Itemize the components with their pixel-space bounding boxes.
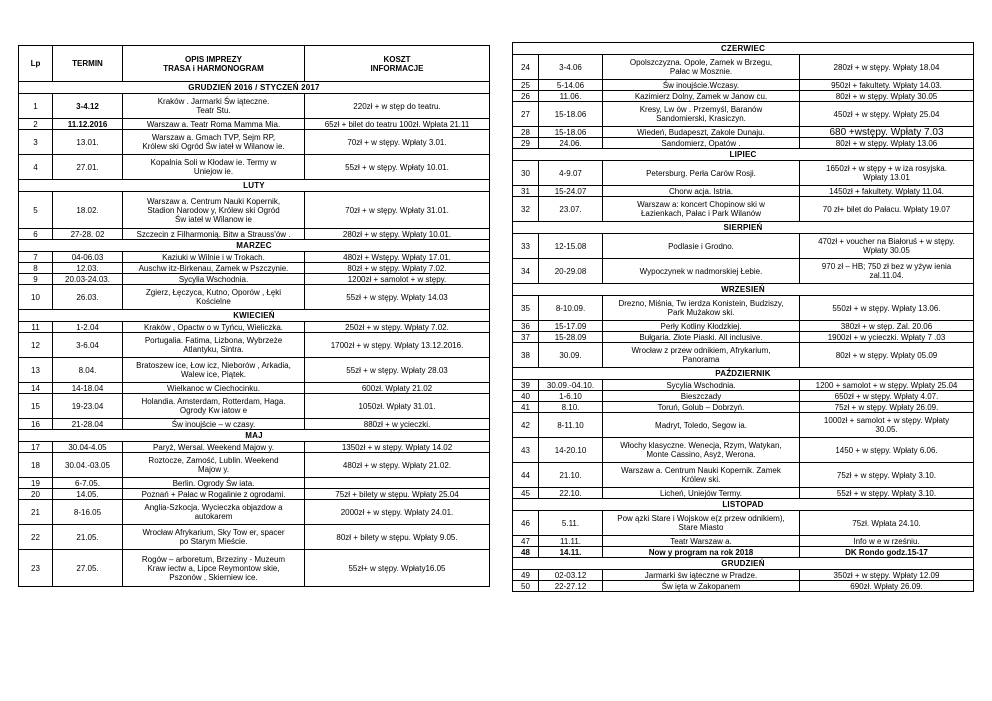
cell-opis: Paryż, Wersal. Weekend Majow y. xyxy=(123,442,305,453)
cell-termin: 13.01. xyxy=(53,130,123,155)
cell-koszt: 690zł. Wpłaty 26.09. xyxy=(800,581,974,592)
cell-termin: 15-17.09 xyxy=(539,321,603,332)
cell-termin: 15-18.06 xyxy=(539,102,603,127)
section-title: LUTY xyxy=(19,180,490,192)
cell-koszt: 470zł + voucher na Białoruś + w stępy. Wpłaty 30.05 xyxy=(800,234,974,259)
cell-termin: 04-06.03 xyxy=(53,252,123,263)
cell-opis: Kresy, Lw ów . Przemyśl, Baranów Sandomierski, Krasiczyn. xyxy=(603,102,800,127)
cell-opis: Poznań + Pałac w Rogalinie z ogrodami. xyxy=(123,489,305,500)
cell-lp: 30 xyxy=(513,161,539,186)
table-row xyxy=(513,438,974,463)
cell-lp: 18 xyxy=(19,453,53,478)
section-title: LIPIEC xyxy=(513,149,974,161)
section-header xyxy=(19,82,490,94)
cell-opis: Teatr Warszaw a. xyxy=(603,536,800,547)
cell-koszt: 55zł + w stępy. Wpłaty 3.10. xyxy=(800,488,974,499)
cell-koszt: 55zł + w stępy. Wpłaty 14.03 xyxy=(305,285,490,310)
cell-termin: 27.01. xyxy=(53,155,123,180)
cell-lp: 28 xyxy=(513,127,539,138)
cell-opis: Opolszczyzna. Opole, Zamek w Brzegu, Pałac w Mosznie. xyxy=(603,55,800,80)
cell-opis: Kopalnia Soli w Kłodaw ie. Termy w Uniejow ie. xyxy=(123,155,305,180)
table-row xyxy=(19,119,490,130)
cell-lp: 21 xyxy=(19,500,53,525)
table-row xyxy=(19,252,490,263)
table-row xyxy=(513,547,974,558)
cell-termin: 3-6.04 xyxy=(53,333,123,358)
table-row xyxy=(19,358,490,383)
cell-koszt: 80zł + bilety w stępu. Wpłaty 9.05. xyxy=(305,525,490,550)
cell-lp: 23 xyxy=(19,550,53,587)
cell-opis: Auschw itz-Birkenau, Zamek w Pszczynie. xyxy=(123,263,305,274)
cell-koszt: 480zł + Wstępy. Wpłaty 17.01. xyxy=(305,252,490,263)
cell-opis: Warszaw a. Gmach TVP, Sejm RP, Królew ski Ogród Św iateł w Wilanow ie. xyxy=(123,130,305,155)
cell-koszt: 970 zł – HB; 750 zł bez w yżyw ienia zal.11.04. xyxy=(800,259,974,284)
cell-koszt: 950zł + fakultety. Wpłaty 14.03. xyxy=(800,80,974,91)
cell-termin: 21.10. xyxy=(539,463,603,488)
table-row xyxy=(19,383,490,394)
cell-opis: Jarmarki św iąteczne w Pradze. xyxy=(603,570,800,581)
cell-koszt: 80zł + w stępy. Wpłaty 7.02. xyxy=(305,263,490,274)
section-header xyxy=(513,222,974,234)
table-row xyxy=(513,391,974,402)
cell-lp: 45 xyxy=(513,488,539,499)
table-row xyxy=(19,550,490,587)
cell-termin: 02-03.12 xyxy=(539,570,603,581)
table-row xyxy=(513,332,974,343)
cell-koszt: Info w e w rześniu. xyxy=(800,536,974,547)
cell-koszt: 480zł + w stępy. Wpłaty 21.02. xyxy=(305,453,490,478)
cell-lp: 15 xyxy=(19,394,53,419)
cell-termin: 20-29.08 xyxy=(539,259,603,284)
table-row xyxy=(19,130,490,155)
cell-lp: 6 xyxy=(19,229,53,240)
cell-lp: 33 xyxy=(513,234,539,259)
cell-opis: Warszaw a. Teatr Roma Mamma Mia. xyxy=(123,119,305,130)
cell-termin: 15-18.06 xyxy=(539,127,603,138)
section-title: LISTOPAD xyxy=(513,499,974,511)
cell-termin: 21.05. xyxy=(53,525,123,550)
table-row xyxy=(513,197,974,222)
table-row xyxy=(513,402,974,413)
cell-termin: 14.11. xyxy=(539,547,603,558)
cell-opis: Kraków . Jarmarki Św iąteczne. Teatr Stu. xyxy=(123,94,305,119)
cell-opis: Sandomierz, Opatów . xyxy=(603,138,800,149)
cell-opis: Wielkanoc w Ciechocinku. xyxy=(123,383,305,394)
table-row xyxy=(513,536,974,547)
table-row xyxy=(19,333,490,358)
cell-opis: Drezno, Miśnia, Tw ierdza Konistein, Budziszy, Park Mużakow ski. xyxy=(603,296,800,321)
cell-koszt: 75zł + w stępy. Wpłaty 3.10. xyxy=(800,463,974,488)
cell-termin: 11.12.2016 xyxy=(53,119,123,130)
table-row xyxy=(513,55,974,80)
table-row xyxy=(513,161,974,186)
cell-termin: 8-16.05 xyxy=(53,500,123,525)
cell-termin: 14-18.04 xyxy=(53,383,123,394)
section-header xyxy=(19,430,490,442)
cell-koszt: 280zł + w stępy. Wpłaty 10.01. xyxy=(305,229,490,240)
cell-termin: 11.06. xyxy=(539,91,603,102)
cell-koszt: 75zł + w stępy. Wpłaty 26.09. xyxy=(800,402,974,413)
table-row xyxy=(513,413,974,438)
cell-termin: 30.04.-03.05 xyxy=(53,453,123,478)
table-row xyxy=(513,488,974,499)
section-title: GRUDZIEŃ 2016 / STYCZEŃ 2017 xyxy=(19,82,490,94)
table-row xyxy=(513,127,974,138)
cell-koszt: 55zł + w stępy. Wpłaty 28.03 xyxy=(305,358,490,383)
table-row xyxy=(513,234,974,259)
cell-termin: 24.06. xyxy=(539,138,603,149)
cell-termin: 26.03. xyxy=(53,285,123,310)
section-header xyxy=(19,240,490,252)
table-row xyxy=(19,442,490,453)
section-title: KWIECIEŃ xyxy=(19,310,490,322)
cell-termin: 12.03. xyxy=(53,263,123,274)
cell-termin: 1-2.04 xyxy=(53,322,123,333)
cell-koszt: 75zł. Wpłata 24.10. xyxy=(800,511,974,536)
cell-koszt xyxy=(305,478,490,489)
table-row xyxy=(513,463,974,488)
cell-koszt: 70zł + w stępy. Wpłaty 3.01. xyxy=(305,130,490,155)
cell-lp: 43 xyxy=(513,438,539,463)
table-row xyxy=(19,274,490,285)
cell-koszt: 2000zł + w stępy. Wpłaty 24.01. xyxy=(305,500,490,525)
cell-opis: Rogów – arboretum, Brzeziny - Muzeum Kraw iectw a, Lipce Reymontow skie, Pszonów , Skierniew ice. xyxy=(123,550,305,587)
cell-koszt: 600zł. Wpłaty 21.02 xyxy=(305,383,490,394)
cell-termin: 8-11.10 xyxy=(539,413,603,438)
cell-koszt: 380zł + w stęp. Zal. 20.06 xyxy=(800,321,974,332)
table-row xyxy=(513,343,974,368)
cell-koszt: 75zł + bilety w stępu. Wpłaty 25.04 xyxy=(305,489,490,500)
cell-lp: 25 xyxy=(513,80,539,91)
section-header xyxy=(513,558,974,570)
cell-koszt: 55zł + w stępy. Wpłaty 10.01. xyxy=(305,155,490,180)
cell-koszt: 1200zł + samolot + w stępy. xyxy=(305,274,490,285)
cell-lp: 27 xyxy=(513,102,539,127)
cell-koszt: 1650zł + w stępy + w iza rosyjska. Wpłaty 13.01 xyxy=(800,161,974,186)
cell-opis: Sycylia Wschodnia. xyxy=(603,380,800,391)
table-row xyxy=(513,570,974,581)
cell-termin: 21-28.04 xyxy=(53,419,123,430)
table-row xyxy=(19,453,490,478)
cell-koszt: 80zł + w stępy. Wpłaty 30.05 xyxy=(800,91,974,102)
section-header xyxy=(513,368,974,380)
cell-lp: 36 xyxy=(513,321,539,332)
cell-opis: Roztocze, Zamość, Lublin. Weekend Majow y. xyxy=(123,453,305,478)
section-title: PAŹDZIERNIK xyxy=(513,368,974,380)
cell-lp: 19 xyxy=(19,478,53,489)
cell-termin: 15-24.07 xyxy=(539,186,603,197)
cell-koszt: 880zł + w ycieczki. xyxy=(305,419,490,430)
header-termin: TERMIN xyxy=(53,46,123,82)
table-row xyxy=(19,500,490,525)
table-row xyxy=(513,296,974,321)
cell-lp: 7 xyxy=(19,252,53,263)
cell-termin: 8-10.09. xyxy=(539,296,603,321)
cell-koszt: 55zł+ w stępy. Wpłaty16.05 xyxy=(305,550,490,587)
cell-opis: Włochy klasyczne. Wenecja, Rzym, Watykan, Monte Cassino, Asyż, Werona. xyxy=(603,438,800,463)
cell-koszt: 65zł + bilet do teatru 100zł. Wpłata 21.11 xyxy=(305,119,490,130)
cell-opis: Św inoujście.Wczasy. xyxy=(603,80,800,91)
cell-termin: 30.09. xyxy=(539,343,603,368)
cell-termin: 8.10. xyxy=(539,402,603,413)
cell-lp: 41 xyxy=(513,402,539,413)
cell-termin: 18.02. xyxy=(53,192,123,229)
cell-lp: 35 xyxy=(513,296,539,321)
cell-termin: 11.11. xyxy=(539,536,603,547)
table-row xyxy=(513,80,974,91)
cell-termin: 19-23.04 xyxy=(53,394,123,419)
cell-lp: 2 xyxy=(19,119,53,130)
cell-termin: 22-27.12 xyxy=(539,581,603,592)
section-header xyxy=(513,149,974,161)
header-opis: OPIS IMPREZY TRASA i HARMONOGRAM xyxy=(123,46,305,82)
cell-opis: Warszaw a. Centrum Nauki Kopernik. Zamek Królew ski. xyxy=(603,463,800,488)
cell-lp: 17 xyxy=(19,442,53,453)
cell-termin: 3-4.12 xyxy=(53,94,123,119)
section-header xyxy=(513,284,974,296)
cell-opis: Wiedeń, Budapeszt, Zakole Dunaju. xyxy=(603,127,800,138)
cell-lp: 50 xyxy=(513,581,539,592)
cell-koszt: 1350zł + w stępy. Wpłaty 14.02 xyxy=(305,442,490,453)
section-header xyxy=(513,43,974,55)
cell-koszt: 1200 + samolot + w stępy. Wpłaty 25.04 xyxy=(800,380,974,391)
cell-koszt: 1450 + w stępy. Wpłaty 6.06. xyxy=(800,438,974,463)
cell-termin: 30.09.-04.10. xyxy=(539,380,603,391)
cell-lp: 5 xyxy=(19,192,53,229)
table-row xyxy=(19,285,490,310)
table-row xyxy=(19,419,490,430)
cell-opis: Wrocław Afrykarium, Sky Tow er, spacer po Starym Mieście. xyxy=(123,525,305,550)
table-row xyxy=(19,489,490,500)
cell-termin: 14.05. xyxy=(53,489,123,500)
cell-opis: Kazimierz Dolny, Zamek w Janow cu. xyxy=(603,91,800,102)
cell-koszt: 450zł + w stępy. Wpłaty 25.04 xyxy=(800,102,974,127)
cell-lp: 29 xyxy=(513,138,539,149)
cell-lp: 48 xyxy=(513,547,539,558)
section-header xyxy=(19,180,490,192)
cell-termin: 14-20.10 xyxy=(539,438,603,463)
cell-termin: 6-7.05. xyxy=(53,478,123,489)
cell-lp: 32 xyxy=(513,197,539,222)
cell-opis: Chorw acja. Istria. xyxy=(603,186,800,197)
cell-opis: Wrocław z przew odnikiem, Afrykarium, Panorama xyxy=(603,343,800,368)
cell-termin: 1-6.10 xyxy=(539,391,603,402)
cell-koszt: 650zł + w stępy. Wpłaty 4.07. xyxy=(800,391,974,402)
cell-opis: Perły Kotliny Kłodzkiej. xyxy=(603,321,800,332)
cell-opis: Szczecin z Filharmonią. Bitw a Strauss'ów . xyxy=(123,229,305,240)
table-row xyxy=(19,322,490,333)
cell-lp: 49 xyxy=(513,570,539,581)
cell-koszt: 350zł + w stępy. Wpłaty 12.09 xyxy=(800,570,974,581)
cell-lp: 4 xyxy=(19,155,53,180)
table-row xyxy=(19,525,490,550)
cell-termin: 3-4.06 xyxy=(539,55,603,80)
cell-opis: Madryt, Toledo, Segow ia. xyxy=(603,413,800,438)
cell-koszt: 80zł + w stępy. Wpłaty 13.06 xyxy=(800,138,974,149)
table-row xyxy=(513,259,974,284)
cell-opis: Portugalia. Fatima, Lizbona, Wybrzeże Atlantyku, Sintra. xyxy=(123,333,305,358)
table-row xyxy=(19,192,490,229)
cell-opis: Berlin. Ogrody Św iata. xyxy=(123,478,305,489)
cell-termin: 20.03-24.03. xyxy=(53,274,123,285)
cell-koszt: 250zł + w stępy. Wpłaty 7.02. xyxy=(305,322,490,333)
cell-lp: 22 xyxy=(19,525,53,550)
cell-koszt: 220zł + w stęp do teatru. xyxy=(305,94,490,119)
cell-opis: Bratoszew ice, Łow icz, Nieborów , Arkadia, Walew ice, Piątek. xyxy=(123,358,305,383)
cell-opis: Petersburg. Perła Carów Rosji. xyxy=(603,161,800,186)
cell-opis: Podlasie i Grodno. xyxy=(603,234,800,259)
table-row xyxy=(19,229,490,240)
cell-lp: 31 xyxy=(513,186,539,197)
cell-lp: 37 xyxy=(513,332,539,343)
cell-opis: Toruń, Golub – Dobrzyń. xyxy=(603,402,800,413)
cell-lp: 38 xyxy=(513,343,539,368)
cell-opis: Bieszczady xyxy=(603,391,800,402)
cell-koszt: 550zł + w stępy. Wpłaty 13.06. xyxy=(800,296,974,321)
cell-lp: 39 xyxy=(513,380,539,391)
cell-termin: 27.05. xyxy=(53,550,123,587)
section-title: CZERWIEC xyxy=(513,43,974,55)
table-row xyxy=(513,102,974,127)
header-koszt: KOSZT INFORMACJE xyxy=(305,46,490,82)
cell-opis: Pow ązki Stare i Wojskow e(z przew odnikiem), Stare Miasto xyxy=(603,511,800,536)
cell-lp: 46 xyxy=(513,511,539,536)
cell-lp: 20 xyxy=(19,489,53,500)
cell-opis: Kraków , Opactw o w Tyńcu, Wieliczka. xyxy=(123,322,305,333)
cell-lp: 13 xyxy=(19,358,53,383)
cell-koszt: 1000zł + samolot + w stępy. Wpłaty 30.05. xyxy=(800,413,974,438)
section-header xyxy=(513,499,974,511)
cell-termin: 4-9.07 xyxy=(539,161,603,186)
cell-koszt: 280zł + w stępy. Wpłaty 18.04 xyxy=(800,55,974,80)
cell-lp: 24 xyxy=(513,55,539,80)
header-lp: Lp xyxy=(19,46,53,82)
cell-koszt: 1700zł + w stępy. Wpłaty 13.12.2016. xyxy=(305,333,490,358)
table-row xyxy=(513,138,974,149)
cell-opis: Bułgaria. Złote Piaski. All inclusive. xyxy=(603,332,800,343)
cell-opis: Warszaw a: koncert Chopinow ski w Łazienkach, Pałac i Park Wilanów xyxy=(603,197,800,222)
table-row xyxy=(513,186,974,197)
table-row xyxy=(19,263,490,274)
cell-lp: 12 xyxy=(19,333,53,358)
cell-koszt: 70zł + w stępy. Wpłaty 31.01. xyxy=(305,192,490,229)
cell-koszt: 1450zł + fakultety. Wpłaty 11.04. xyxy=(800,186,974,197)
table-row xyxy=(19,394,490,419)
cell-termin: 27-28. 02 xyxy=(53,229,123,240)
schedule-table-right xyxy=(512,42,974,592)
cell-termin: 30.04-4.05 xyxy=(53,442,123,453)
section-title: SIERPIEŃ xyxy=(513,222,974,234)
section-title: GRUDZIEŃ xyxy=(513,558,974,570)
table-row xyxy=(513,91,974,102)
table-row xyxy=(513,321,974,332)
table-row xyxy=(19,155,490,180)
cell-lp: 16 xyxy=(19,419,53,430)
cell-opis: Licheń, Uniejów Termy. xyxy=(603,488,800,499)
cell-lp: 1 xyxy=(19,94,53,119)
schedule-table-left xyxy=(18,45,490,587)
cell-lp: 8 xyxy=(19,263,53,274)
table-row xyxy=(513,380,974,391)
table-row xyxy=(19,94,490,119)
cell-koszt: 680 +wstępy. Wpłaty 7.03 xyxy=(800,127,974,138)
cell-opis: Sycylia Wschodnia. xyxy=(123,274,305,285)
cell-lp: 44 xyxy=(513,463,539,488)
cell-lp: 42 xyxy=(513,413,539,438)
cell-koszt: 1900zł + w ycieczki. Wpłaty 7 .03 xyxy=(800,332,974,343)
section-title: WRZESIEŃ xyxy=(513,284,974,296)
cell-lp: 11 xyxy=(19,322,53,333)
section-header xyxy=(19,310,490,322)
cell-lp: 40 xyxy=(513,391,539,402)
cell-lp: 9 xyxy=(19,274,53,285)
cell-termin: 12-15.08 xyxy=(539,234,603,259)
cell-opis: Kaziuki w Wilnie i w Trokach. xyxy=(123,252,305,263)
section-title: MARZEC xyxy=(19,240,490,252)
table-row xyxy=(513,581,974,592)
cell-termin: 5-14.06 xyxy=(539,80,603,91)
cell-koszt: 80zł + w stępy. Wpłaty 05.09 xyxy=(800,343,974,368)
cell-lp: 3 xyxy=(19,130,53,155)
cell-opis: Anglia-Szkocja. Wycieczka objazdow a autokarem xyxy=(123,500,305,525)
cell-opis: Warszaw a. Centrum Nauki Kopernik, Stadion Narodow y, Królew ski Ogród Św iateł w Wilanow ie xyxy=(123,192,305,229)
cell-termin: 5.11. xyxy=(539,511,603,536)
cell-lp: 47 xyxy=(513,536,539,547)
section-title: MAJ xyxy=(19,430,490,442)
cell-opis: Św inoujście – w czasy. xyxy=(123,419,305,430)
cell-termin: 15-28.09 xyxy=(539,332,603,343)
cell-koszt: 70 zł+ bilet do Pałacu. Wpłaty 19.07 xyxy=(800,197,974,222)
cell-opis: Holandia. Amsterdam, Rotterdam, Haga. Ogrody Kw iatow e xyxy=(123,394,305,419)
cell-termin: 23.07. xyxy=(539,197,603,222)
cell-lp: 10 xyxy=(19,285,53,310)
cell-lp: 26 xyxy=(513,91,539,102)
cell-opis: Św ięta w Zakopanem xyxy=(603,581,800,592)
cell-opis: Zgierz, Łęczyca, Kutno, Oporów , Łęki Kościelne xyxy=(123,285,305,310)
cell-opis: Wypoczynek w nadmorskiej Łebie. xyxy=(603,259,800,284)
cell-koszt: DK Rondo godz.15-17 xyxy=(800,547,974,558)
cell-koszt: 1050zł. Wpłaty 31.01. xyxy=(305,394,490,419)
cell-lp: 34 xyxy=(513,259,539,284)
cell-opis: Now y program na rok 2018 xyxy=(603,547,800,558)
cell-termin: 8.04. xyxy=(53,358,123,383)
cell-termin: 22.10. xyxy=(539,488,603,499)
table-row xyxy=(513,511,974,536)
table-row xyxy=(19,478,490,489)
cell-lp: 14 xyxy=(19,383,53,394)
